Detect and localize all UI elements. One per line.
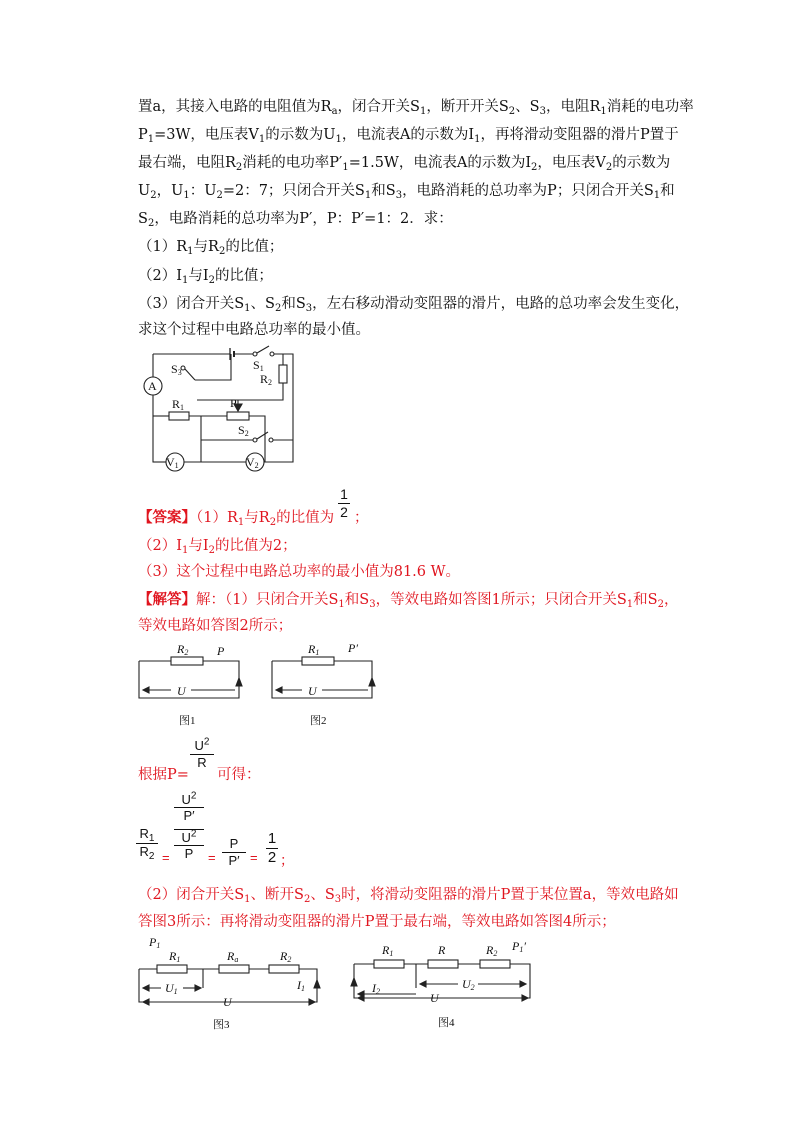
answer-1: 【答案】$(1)R_1$与$R_2$的比值为 (138, 509, 335, 528)
solution-1: 【解答】解：（1）只闭合开关$S_1$和$S_3$，等效电路如答图1所示；只闭合开关$S_1$和$S_2$， (138, 591, 679, 610)
fig4-r1-label: R1 (382, 943, 394, 958)
problem-line-5: $S_2$，电路消耗的总功率为P′，P：P′=1：2．求： (138, 211, 453, 229)
fig1-u-label: U (177, 684, 186, 698)
answer-figure-1 (135, 640, 255, 735)
formula-eq-1: = (162, 850, 170, 865)
fig3-i1-label: I1 (297, 978, 305, 993)
answer-1-end: ； (354, 510, 369, 526)
fig3-r1-label: R1 (169, 949, 181, 964)
answer-figure-4 (350, 932, 550, 1037)
problem-line-4: $U_2$，$U_1$：$U_2=2$：7；只闭合开关$S_1$和$S_3$，电路消耗的总功率为P；只闭合开关$S_1$和 (138, 183, 675, 201)
s1-label: S1 (253, 358, 264, 373)
formula-r1-over-r2: $\frac{R_1}{R_2}$ (136, 826, 158, 859)
answer-1-fraction: $\frac{1}{2}$ (338, 486, 350, 520)
formula-end: ； (280, 852, 294, 868)
fig3-r2-label: R2 (280, 949, 292, 964)
fig2-p-label: P′ (348, 641, 358, 655)
answer-figure-2 (268, 640, 388, 735)
problem-line-2: $P_1=3W$，电压表$V_1$的示数为$U_1$，电流表A的示数为$I_1$，再将滑动变阻器的滑片P置于 (138, 127, 679, 145)
fig1-caption: 图1 (179, 715, 196, 727)
problem-line-1: 置a，其接入电路的电阻值为$R_a$，闭合开关$S_1$，断开开关$S_2$、$S_3$，电阻$R_1$消耗的电功率 (138, 99, 694, 117)
solution-tag: 【解答】 (138, 591, 196, 608)
slider-p-label: P (230, 396, 237, 410)
fig4-r2-label: R2 (486, 943, 498, 958)
answer-2: $(2)I_1$与$I_2$的比值为2； (138, 538, 297, 556)
ammeter-label: A (148, 379, 157, 393)
solution-5: 答图3所示：再将滑动变阻器的滑片P置于最右端，等效电路如答图4所示； (138, 914, 616, 930)
fig4-r-label: R (438, 943, 446, 957)
solution-3-end: 可得： (217, 767, 261, 783)
solution-3: 根据P= (138, 767, 189, 783)
s3-label: S3 (171, 362, 182, 377)
solution-4: （2）闭合开关$S_1$、断开$S_2$、$S_3$时，将滑动变阻器的滑片P置于某位置a，等效电路如 (138, 887, 679, 905)
fig2-caption: 图2 (310, 715, 327, 727)
fig3-p1-label: P1 (149, 935, 161, 950)
answer-3: （3）这个过程中电路总功率的最小值为81.6 W。 (138, 564, 461, 580)
question-3: （3）闭合开关$S_1$、$S_2$和$S_3$，左右移动滑动变阻器的滑片，电路的总功率会发生变化， (138, 296, 690, 314)
fig3-ra-label: Ra (227, 949, 239, 964)
r2-label: R2 (260, 372, 273, 387)
fig3-caption: 图3 (213, 1019, 230, 1031)
fig4-p1prime-label: P1′ (512, 939, 526, 954)
r1-label: R1 (172, 397, 185, 412)
formula-u2-over-r: $\frac{U^2}{R}$ (190, 738, 214, 770)
fig1-r2-label: R2 (177, 642, 189, 657)
fig4-i2-label: I2 (372, 981, 380, 996)
fig3-u-label: U (223, 995, 232, 1009)
formula-eq-3: = (250, 850, 258, 865)
fig2-r1-label: R1 (308, 642, 320, 657)
voltmeter-1-label: V1 (166, 455, 179, 470)
formula-half: $\frac{1}{2}$ (267, 830, 277, 866)
main-circuit-diagram (135, 340, 305, 475)
question-3-cont: 求这个过程中电路总功率的最小值。 (138, 322, 370, 338)
fig4-u-label: U (430, 991, 439, 1005)
question-1: $(1)R_1$与$R_2$的比值； (138, 239, 284, 257)
fig4-caption: 图4 (438, 1017, 455, 1029)
solution-2: 等效电路如答图2所示； (138, 618, 293, 634)
problem-line-3: 最右端，电阻$R_2$消耗的电功率$P'_1=1.5W$，电流表A的示数为$I_2$，电压表$V_2$的示数为 (138, 155, 671, 173)
voltmeter-2-label: V2 (246, 455, 259, 470)
answer-tag: 【答案】 (138, 509, 196, 526)
formula-compound-fraction: $U^2$ P′ $U^2$ P (174, 792, 204, 861)
formula-p-over-pprime: $\frac{P}{P'}$ (222, 836, 246, 868)
fig2-u-label: U (308, 684, 317, 698)
fig1-p-label: P (217, 644, 225, 658)
s2-label: S2 (238, 423, 249, 438)
fig4-u2-label: U2 (462, 977, 475, 992)
answer-figure-3 (135, 932, 335, 1037)
question-2: $(2)I_1$与$I_2$的比值； (138, 268, 273, 286)
fig3-u1-label: U1 (165, 981, 178, 996)
formula-eq-2: = (208, 850, 216, 865)
